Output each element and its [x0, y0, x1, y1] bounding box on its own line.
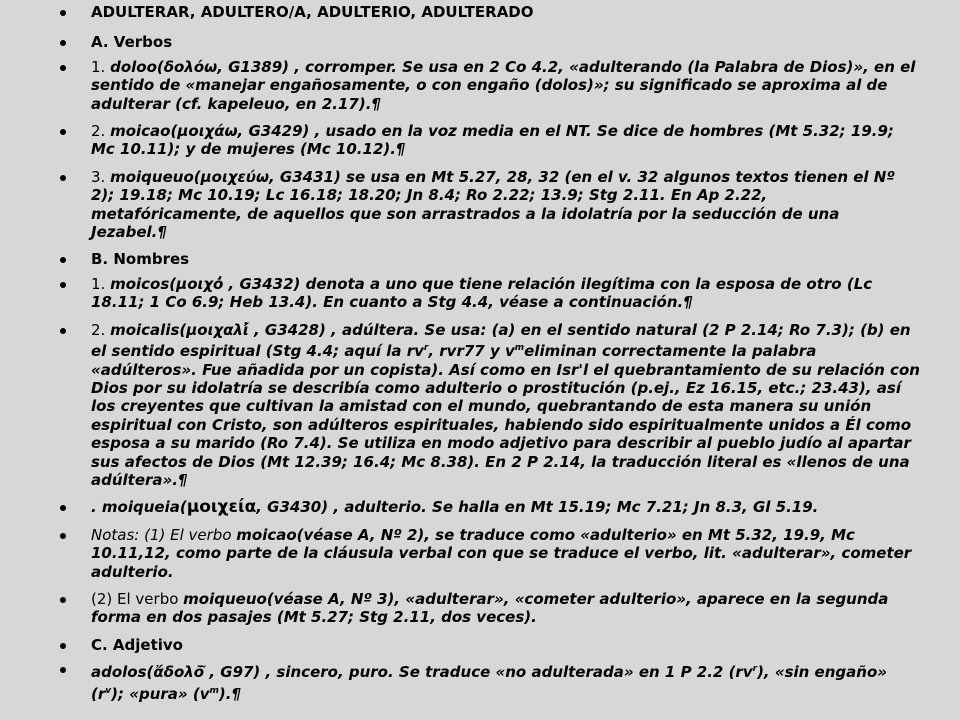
- list-item: [60, 590, 920, 627]
- entry-text: , G3430) , adulterio. Se halla en Mt 15.19; Mc 7.21; Jn 8.3, Gl 5.19.: [256, 498, 819, 517]
- entry-text: moicos(μοιχό̓ , G3432) denota a uno que tiene relación ilegítima con la esposa de otro (Lc 18.11; 1 Co 6.9; Heb 13.4). En cuanto a Stg 4.4, véase a continuación.¶: [91, 274, 873, 312]
- bullet-icon: [60, 667, 66, 673]
- list-item: [60, 33, 920, 51]
- bullet-icon: [60, 10, 66, 16]
- entry-text: moicao(véase A, Nº 2), se traduce como «adulterio» en Mt 5.32, 19.9, Mc 10.11,12, como parte de la cláusula verbal con que se traduce el verbo, lit. «adulterar», cometer adulterio.: [91, 525, 912, 581]
- superscript: m: [209, 685, 219, 696]
- item-number: 1.: [91, 57, 111, 76]
- list-item: [60, 660, 920, 703]
- entry-text: ); «pura» (v: [111, 684, 210, 703]
- section-heading: C. Adjetivo: [91, 635, 183, 654]
- item-number: 3.: [91, 167, 111, 186]
- item-number: 1.: [91, 274, 111, 293]
- bullet-icon: [60, 175, 66, 181]
- entry-text: ).¶: [218, 684, 242, 703]
- entry-text: ), «sin engaño» (r: [91, 663, 888, 703]
- note-label: Notas: (1) El verbo: [91, 525, 237, 544]
- item-number: 2.: [91, 122, 111, 141]
- superscript: m: [514, 343, 525, 354]
- list-item: [60, 122, 920, 159]
- list-item: [60, 275, 920, 312]
- entry-text: , rvr77 y v: [428, 342, 515, 361]
- bullet-icon: [60, 533, 66, 539]
- superscript: v: [105, 685, 112, 696]
- bullet-icon: [60, 65, 66, 71]
- item-number: 2.: [91, 320, 111, 339]
- list-item: [60, 3, 920, 21]
- greek-word: μοιχεία: [186, 497, 257, 518]
- superscript: r: [752, 664, 758, 675]
- note-label: (2) El verbo: [91, 589, 184, 608]
- entry-text: . moiqueia(: [91, 498, 187, 517]
- entry-text: moicao(μοιχάω, G3429) , usado en la voz media en el NT. Se dice de hombres (Mt 5.32; 19.9; Mc 10.11); y de mujeres (Mc 10.12).¶: [91, 122, 894, 159]
- entry-text: moicalis(μοιχαλί̓ , G3428) , adúltera. Se usa: (a) en el sentido natural (2 P 2.14; Ro 7.3); (b) en el sentido espiritual (Stg 4.4; aquí la rv: [91, 320, 911, 361]
- list-item: [60, 526, 920, 581]
- bullet-icon: [60, 282, 66, 288]
- bullet-icon: [60, 40, 66, 46]
- bullet-icon: [60, 505, 66, 511]
- entry-text: moiqueuo(μοιχεύω, G3431) se usa en Mt 5.27, 28, 32 (en el v. 32 algunos textos tienen el Nº 2); 19.18; Mc 10.19; Lc 16.18; 18.20; Jn 8.4; Ro 2.22; 13.9; Stg 2.11. En Ap 2.22, metafóricamente, de aquellos que son arrastrados a la idolatría por la seducción de una Jezabel.¶: [91, 167, 895, 242]
- section-heading: A. Verbos: [91, 33, 173, 52]
- heading-text: ADULTERAR, ADULTERO/A, ADULTERIO, ADULTERADO: [91, 3, 534, 21]
- superscript: r: [423, 343, 429, 354]
- entry-text: eliminan correctamente la palabra «adúlteros». Fue añadida por un copista). Así como en Isr'l el quebrantamiento de su relación con Dios por su idolatría se describía como adulterio o prostitución (p.ej., Ez 16.15, etc.; 23.43), así los creyentes que cultivan la amistad con el mundo, quebrantando de esta manera su unión espiritual con Cristo, son adúlteros espirituales, habiendo sido espiritualmente unidos a Él como esposa a su marido (Ro 7.4). Se utiliza en modo adjetivo para describir al pueblo judío al apartar sus afectos de Dios (Mt 12.39; 16.4; Mc 8.38). En 2 P 2.14, la traducción literal es «llenos de una adúltera».¶: [91, 342, 920, 489]
- bullet-icon: [60, 597, 66, 603]
- list-item: [60, 498, 920, 516]
- list-item: [60, 636, 920, 654]
- bullet-list: [60, 3, 920, 703]
- list-item: [60, 321, 920, 490]
- bullet-icon: [60, 257, 66, 263]
- bullet-icon: [60, 328, 66, 334]
- entry-text: moiqueuo(véase A, Nº 3), «adulterar», «cometer adulterio», aparece en la segunda forma en dos pasajes (Mt 5.27; Stg 2.11, dos veces).: [91, 589, 889, 627]
- entry-text: doloo(δολόω, G1389) , corromper. Se usa en 2 Co 4.2, «adulterando (la Palabra de Dios)», en el sentido de «manejar engañosamente, o con engaño (dolos)»; su significado se aproxima al de adulterar (cf. kapeleuo, en 2.17).¶: [91, 57, 916, 113]
- list-item: [60, 168, 920, 242]
- list-item: [60, 58, 920, 113]
- bullet-icon: [60, 643, 66, 649]
- list-item: [60, 250, 920, 268]
- entry-text: adolos(ἄδολō̃ , G97) , sincero, puro. Se traduce «no adulterada» en 1 P 2.2 (rv: [91, 663, 753, 682]
- section-heading: B. Nombres: [91, 250, 190, 269]
- bullet-icon: [60, 129, 66, 135]
